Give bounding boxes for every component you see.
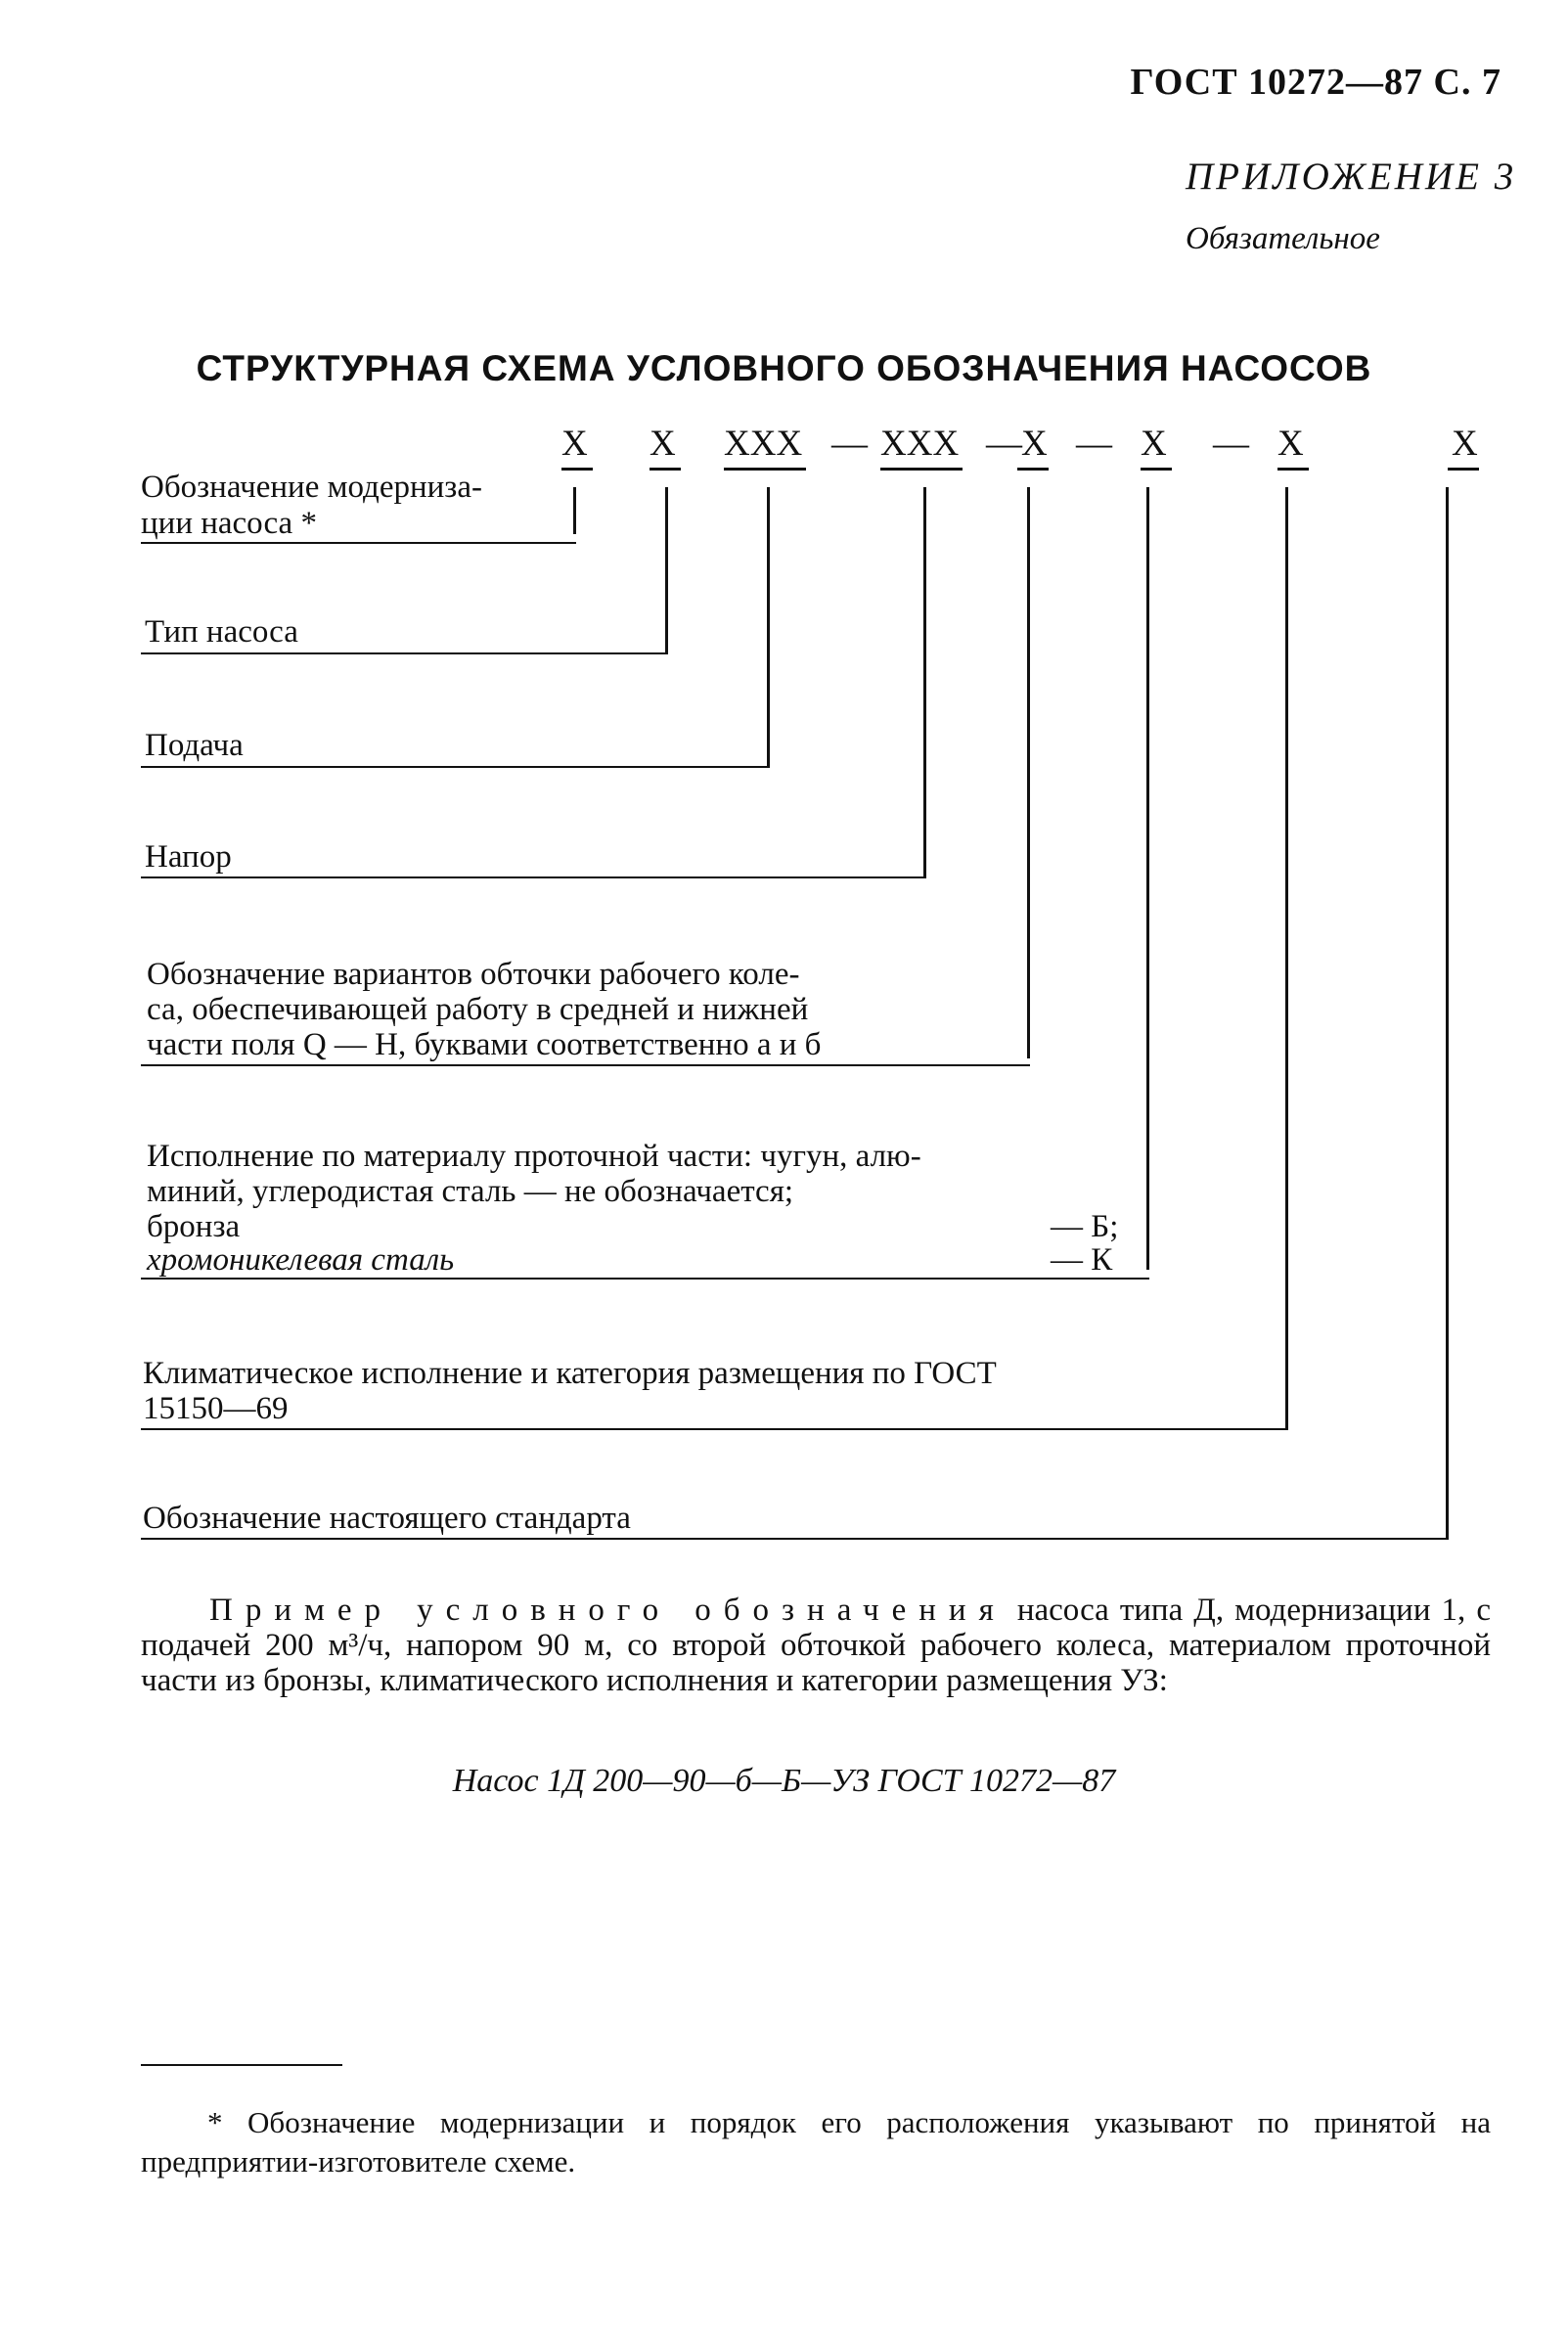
- example-designation: Насос 1Д 200—90—б—Б—УЗ ГОСТ 10272—87: [452, 1763, 1116, 1799]
- leader-line: [141, 652, 668, 654]
- label-modernization-line1: Обозначение модерниза-: [141, 470, 482, 505]
- connector-vertical: [1146, 487, 1149, 1270]
- code-underline: [650, 468, 681, 471]
- code-underline: [1448, 468, 1479, 471]
- leader-line: [141, 542, 576, 544]
- page-header-standard: ГОСТ 10272—87 С. 7: [1130, 62, 1501, 103]
- example-lead: Пример условного обозначения: [209, 1593, 1007, 1628]
- example-paragraph: [141, 1593, 1491, 1698]
- label-modernization-line2: ции насоса *: [141, 506, 317, 541]
- code-dash: —: [1213, 424, 1249, 464]
- code-underline: [561, 468, 593, 471]
- code-dash: —: [831, 424, 868, 464]
- code-modernization: Х: [561, 424, 588, 464]
- code-flow: ХХХ: [724, 424, 803, 464]
- connector-vertical: [573, 487, 576, 534]
- material-code-bronze: — Б;: [1051, 1209, 1119, 1244]
- code-underline: [1141, 468, 1172, 471]
- label-material-line4: хромоникелевая сталь: [147, 1242, 455, 1278]
- label-material-line3: бронза: [147, 1209, 241, 1244]
- example-text: насоса типа Д, модернизации 1, с подачей 200 м³/ч, напором 90 м, со второй обточкой рабочего колеса, материалом проточной части из бронзы, климатического исполнения и категории размещения УЗ:: [141, 1593, 1491, 1698]
- document-title: СТРУКТУРНАЯ СХЕМА УСЛОВНОГО ОБОЗНАЧЕНИЯ НАСОСОВ: [196, 348, 1372, 388]
- leader-line: [141, 766, 770, 768]
- code-dash: —: [1076, 424, 1112, 464]
- label-standard: Обозначение настоящего стандарта: [143, 1501, 631, 1536]
- code-underline: [1277, 468, 1309, 471]
- code-head: ХХХ: [880, 424, 960, 464]
- code-material: Х: [1141, 424, 1167, 464]
- label-head: Напор: [145, 839, 232, 875]
- label-material-line2: миний, углеродистая сталь — не обозначается;: [147, 1174, 794, 1209]
- code-pump-type: Х: [650, 424, 676, 464]
- label-climate-line2: 15150—69: [143, 1391, 289, 1426]
- connector-vertical: [1027, 487, 1030, 1058]
- label-trim-line2: са, обеспечивающей работу в средней и нижней: [147, 992, 809, 1027]
- connector-vertical: [767, 487, 770, 767]
- connector-vertical: [1446, 487, 1449, 1538]
- appendix-status: Обязательное: [1186, 221, 1380, 256]
- label-trim-line3: части поля Q — H, буквами соответственно а и б: [147, 1027, 822, 1062]
- label-pump-type: Тип насоса: [145, 614, 298, 650]
- code-standard: Х: [1452, 424, 1478, 464]
- code-underline: [724, 468, 806, 471]
- leader-line: [141, 876, 926, 878]
- code-underline: [880, 468, 963, 471]
- connector-vertical: [923, 487, 926, 876]
- leader-line: [141, 1428, 1288, 1430]
- footnote: * Обозначение модернизации и порядок его расположения указывают по принятой на предприятии-изготовителе схеме.: [141, 2105, 1491, 2179]
- label-climate-line1: Климатическое исполнение и категория размещения по ГОСТ: [143, 1356, 997, 1391]
- label-trim-line1: Обозначение вариантов обточки рабочего коле-: [147, 957, 800, 992]
- appendix-title: ПРИЛОЖЕНИЕ 3: [1186, 156, 1517, 198]
- connector-vertical: [665, 487, 668, 653]
- footnote-separator: [141, 2064, 342, 2066]
- connector-vertical: [1285, 487, 1288, 1428]
- material-code-chrome-nickel: — К: [1051, 1242, 1113, 1278]
- leader-line: [141, 1278, 1149, 1280]
- code-dash: —: [986, 424, 1022, 464]
- code-trim: Х: [1021, 424, 1048, 464]
- leader-line: [141, 1064, 1030, 1066]
- code-climate: Х: [1277, 424, 1304, 464]
- leader-line: [141, 1538, 1449, 1540]
- label-material-line1: Исполнение по материалу проточной части: чугун, алю-: [147, 1139, 921, 1174]
- code-underline: [1017, 468, 1049, 471]
- label-flow: Подача: [145, 728, 244, 763]
